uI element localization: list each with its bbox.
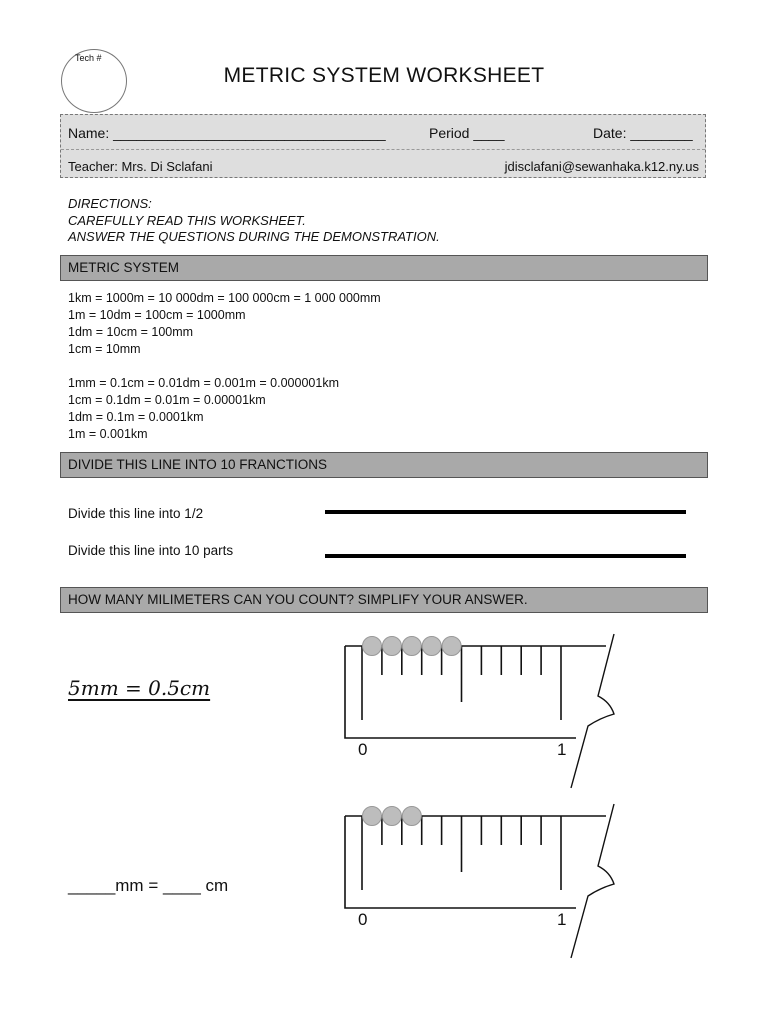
ruler-break-edge: [571, 634, 614, 788]
ruler-label-zero: 0: [358, 740, 368, 759]
section-header-count-millimeters: HOW MANY MILIMETERS CAN YOU COUNT? SIMPLIFY YOUR ANSWER.: [60, 587, 708, 613]
equation-line: 1mm = 0.1cm = 0.01dm = 0.001m = 0.000001km: [68, 376, 339, 390]
directions-line: ANSWER THE QUESTIONS DURING THE DEMONSTRATION.: [68, 229, 440, 244]
directions-heading: DIRECTIONS:: [68, 196, 152, 211]
equation-line: 1km = 1000m = 10 000dm = 100 000cm = 1 000 000mm: [68, 291, 381, 305]
teacher-name: Teacher: Mrs. Di Sclafani: [68, 159, 213, 174]
equation-line: 1cm = 0.1dm = 0.01m = 0.00001km: [68, 393, 266, 407]
section-header-metric-system: METRIC SYSTEM: [60, 255, 708, 281]
ruler-2-answer-blank[interactable]: _____mm = ____ cm: [68, 876, 229, 895]
mm-marker: [402, 807, 421, 826]
period-field[interactable]: Period ____: [429, 125, 505, 141]
ruler-label-one: 1: [557, 910, 567, 929]
mm-marker: [402, 637, 421, 656]
directions-line: CAREFULLY READ THIS WORKSHEET.: [68, 212, 306, 228]
teacher-email: jdisclafani@sewanhaka.k12.ny.us: [504, 159, 699, 174]
ruler-1: [345, 634, 614, 788]
name-field[interactable]: Name: ___________________________________: [68, 125, 386, 141]
worksheet-title: METRIC SYSTEM WORKSHEET: [223, 64, 545, 87]
ruler-2: [345, 804, 614, 958]
mm-marker: [422, 637, 441, 656]
ruler-label-one: 1: [557, 740, 567, 759]
mm-marker: [382, 807, 401, 826]
tech-number-label: Tech #: [75, 53, 102, 63]
date-field[interactable]: Date: ________: [593, 125, 693, 141]
equation-line: 1cm = 10mm: [68, 342, 141, 356]
section-header-divide-line: DIVIDE THIS LINE INTO 10 FRANCTIONS: [60, 452, 708, 478]
task-label-half: Divide this line into 1/2: [68, 506, 204, 521]
ruler-break-edge: [571, 804, 614, 958]
equation-line: 1dm = 10cm = 100mm: [68, 325, 194, 339]
ruler-label-zero: 0: [358, 910, 368, 929]
task-label-ten-parts: Divide this line into 10 parts: [68, 543, 234, 558]
ruler-1-answer: 5mm = 0.5cm: [68, 676, 211, 700]
equation-line: 1m = 10dm = 100cm = 1000mm: [68, 308, 246, 322]
mm-marker: [363, 807, 382, 826]
mm-marker: [363, 637, 382, 656]
equation-line: 1m = 0.001km: [68, 427, 148, 441]
mm-marker: [442, 637, 461, 656]
mm-marker: [382, 637, 401, 656]
equation-line: 1dm = 0.1m = 0.0001km: [68, 410, 204, 424]
